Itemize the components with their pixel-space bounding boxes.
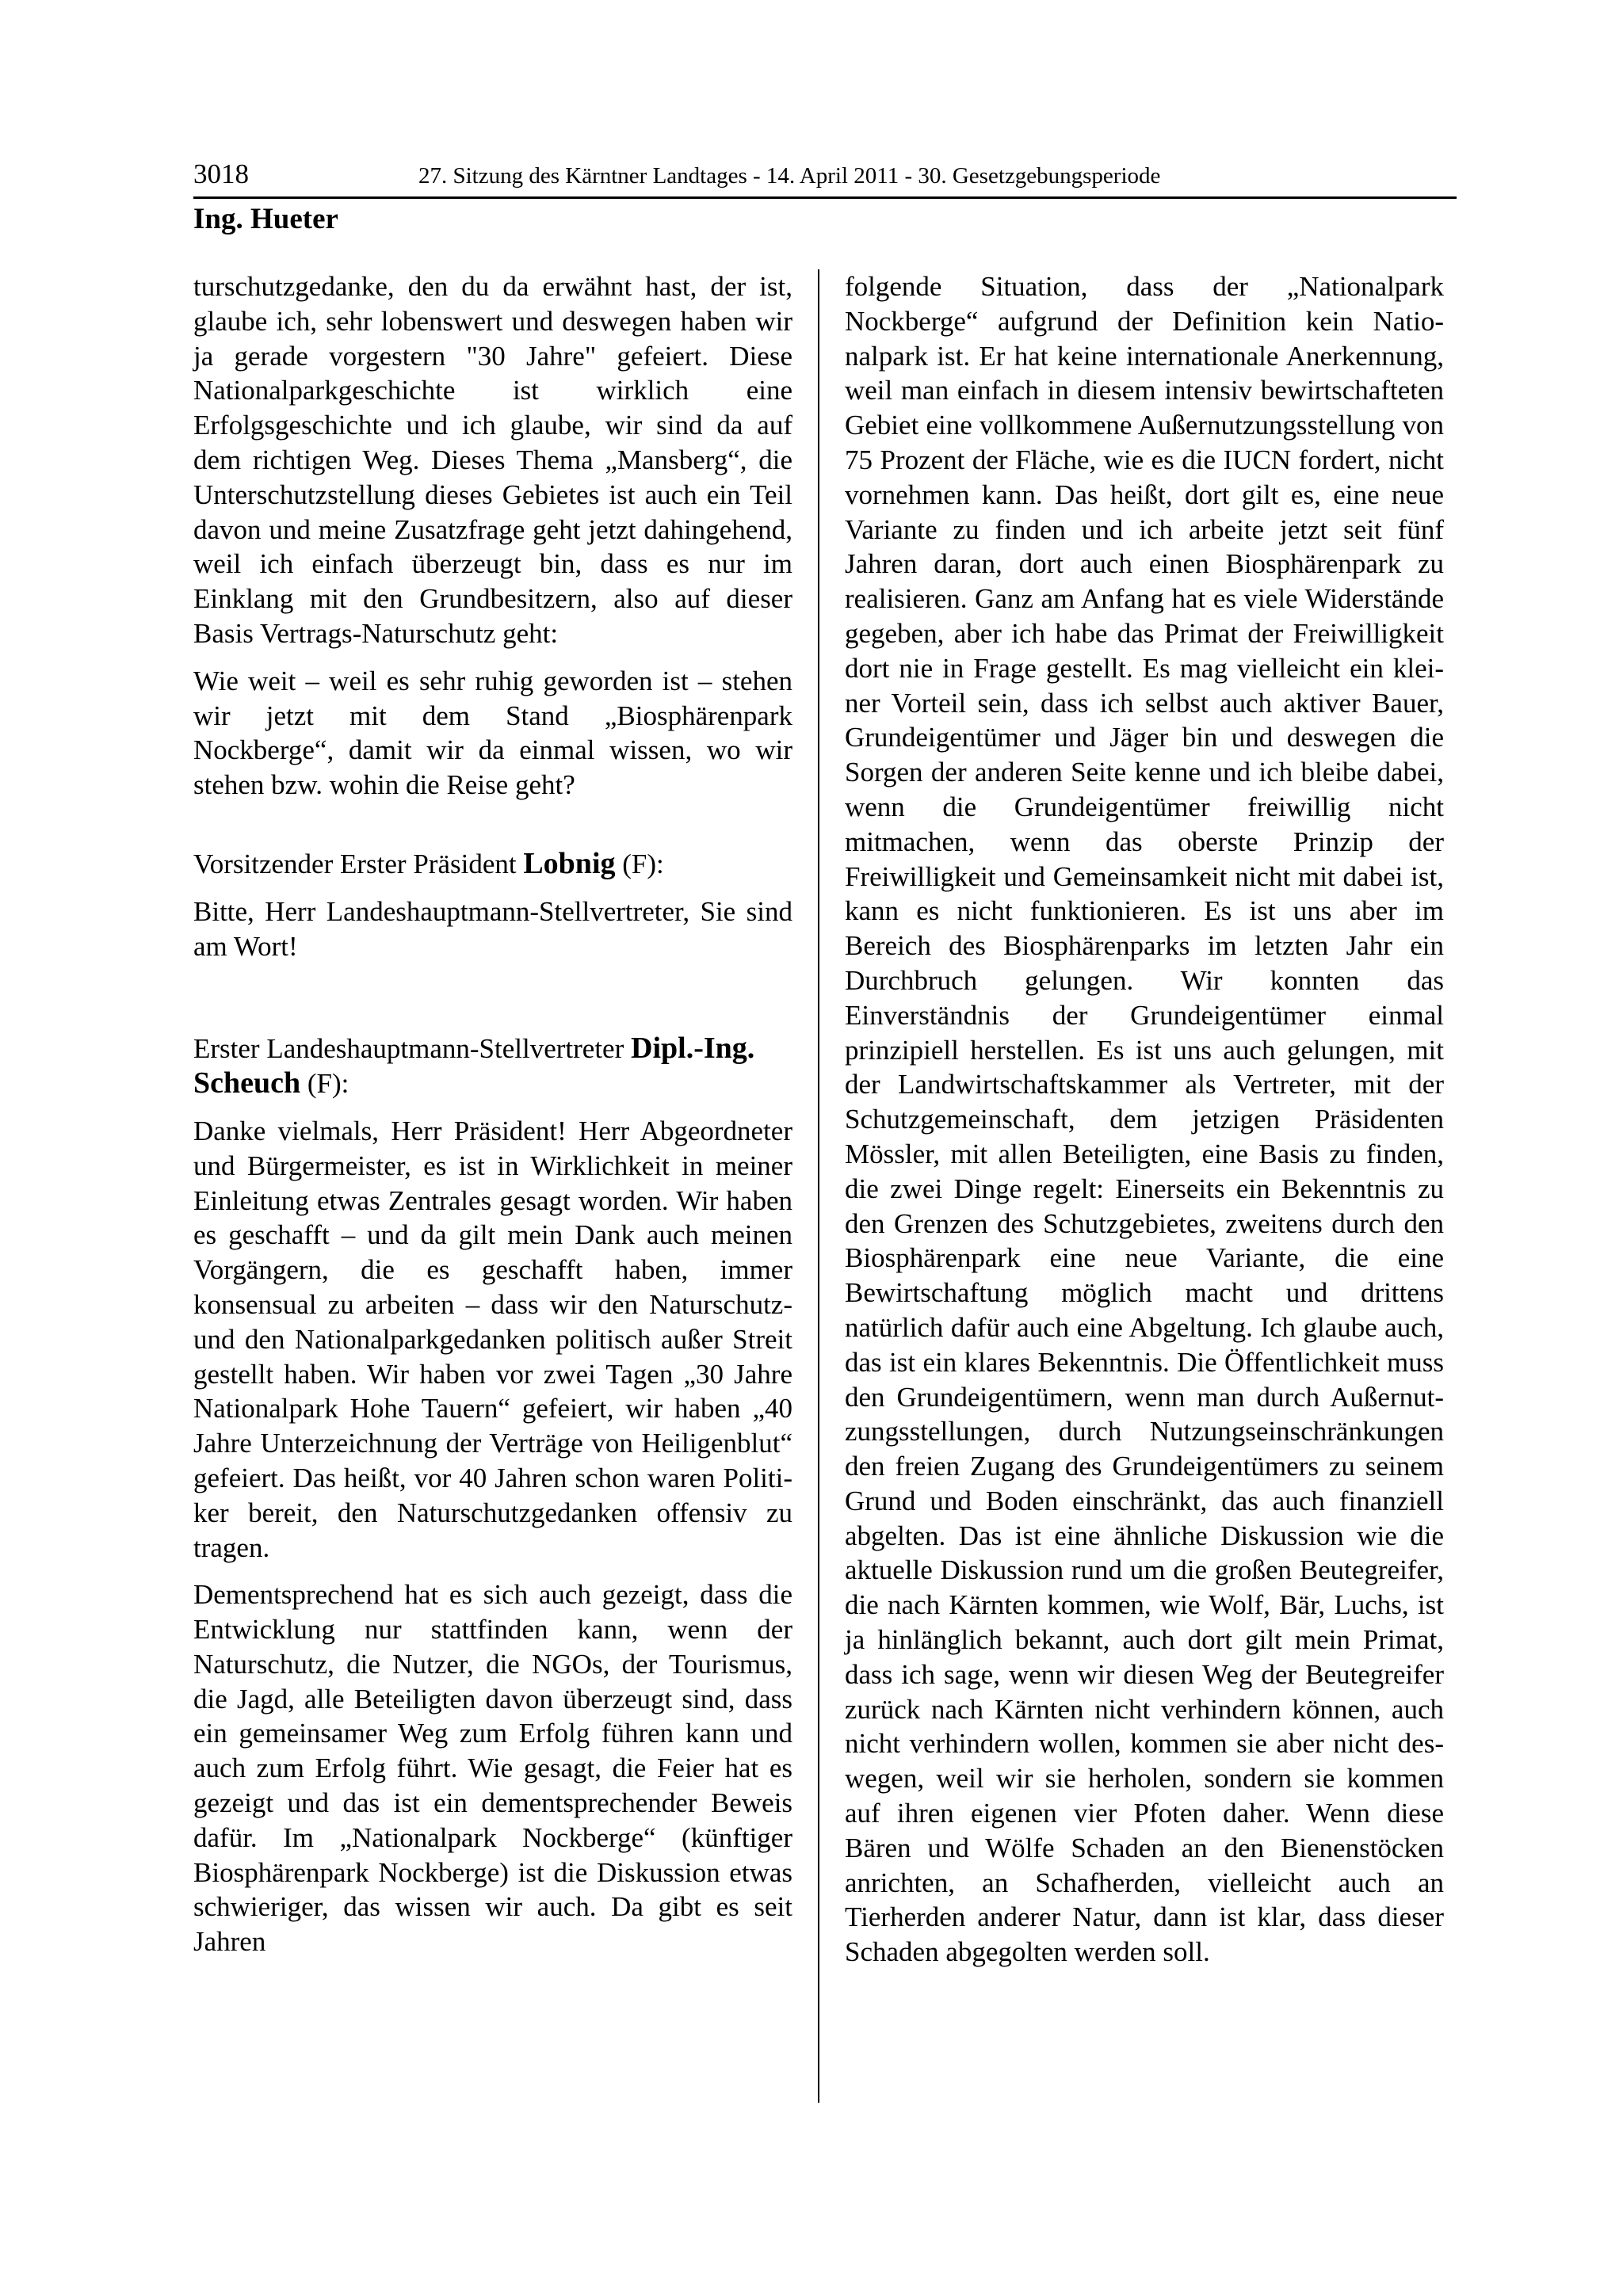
header-title: 27. Sitzung des Kärntner Landtages - 14. April 2011 - 30. Gesetzgebungsperiode (418, 163, 1161, 189)
running-speaker: Ing. Hueter (193, 203, 338, 235)
page-header (193, 157, 1457, 199)
column-divider (818, 269, 819, 2103)
speaker-name: Dipl.-Ing. Scheuch (193, 1032, 755, 1100)
paragraph: turschutzgedanke, den du da erwähnt hast, der ist, glaube ich, sehr lobenswert und deswegen haben wir ja gerade vorgestern "30 Jahre" gefeiert. Diese Nationalparkgeschichte ist wirklich eine Erfolgsgeschichte und ich glaube, wir sind da auf dem richtigen Weg. Dieses Thema „Mansberg“, die Unterschutzstellung dieses Gebietes ist auch ein Teil davon und meine Zusatzfrage geht jetzt dahingehend, weil ich einfach überzeugt bin, dass es nur im Einklang mit den Grundbesitzern, also auf dieser Basis Vertrags-Naturschutz geht: (193, 271, 792, 649)
paragraph: Danke vielmals, Herr Präsident! Herr Abgeordneter und Bürgermeister, es ist in Wirklichkeit in meiner Einleitung etwas Zentrales gesagt worden. Wir haben es geschafft – und da gilt mein Dank auch meinen Vorgängern, die es geschafft haben, immer konsensual zu arbeiten – dass wir den Naturschutz- und den Nationalparkgedanken politisch außer Streit gestellt haben. Wir haben vor zwei Tagen „30 Jahre Nationalpark Hohe Tauern“ gefeiert, wir haben „40 Jahre Unterzeichnung der Verträge von Heiligenblut“ gefeiert. Das heißt, vor 40 Jahren schon waren Politiker bereit, den Naturschutzgedanken offensiv zu tragen. (193, 1115, 792, 1563)
speaker-party: (F): (622, 848, 664, 879)
paragraph: folgende Situation, dass der „Nationalpark Nockberge“ aufgrund der Definition kein Nationalpark ist. Er hat keine internationale Anerkennung, weil man einfach in diesem intensiv bewirtschafteten Gebiet eine vollkommene Außernutzungsstellung von 75 Prozent der Fläche, wie es die IUCN fordert, nicht vornehmen kann. Das heißt, dort gilt es, eine neue Variante zu finden und ich arbeite jetzt seit fünf Jahren daran, dort auch einen Biosphärenpark zu realisieren. Ganz am Anfang hat es viele Widerstände gegeben, aber ich habe das Primat der Freiwilligkeit dort nie in Frage gestellt. Es mag vielleicht ein kleiner Vorteil sein, dass ich selbst auch aktiver Bauer, Grundeigentümer und Jäger bin und deswegen die Sorgen der anderen Seite kenne und ich bleibe dabei, wenn die Grundeigentümer freiwillig nicht mitmachen, wenn das oberste Prinzip der Freiwilligkeit und Gemeinsamkeit nicht mit dabei ist, kann es nicht funktionieren. Es ist uns aber im Bereich des Biosphärenparks im letzten Jahr ein Durchbruch gelungen. Wir konnten das Einverständnis der Grundeigentümer einmal prinzipiell herstellen. Es ist uns auch gelungen, mit der Landwirtschaftskammer als Vertreter, mit der Schutzgemeinschaft, dem jetzigen Präsidenten Mössler, mit allen Beteiligten, eine Basis zu finden, die zwei Dinge regelt: Einerseits ein Bekenntnis zu den Grenzen des Schutzgebietes, zweitens durch den Biosphärenpark eine neue Variante, die eine Bewirtschaftung möglich macht und drittens natürlich dafür auch eine Abgeltung. Ich glaube auch, das ist ein klares Bekenntnis. Die Öffentlichkeit muss den Grundeigentümern, wenn man durch Außernutzungsstellungen, durch Nutzungseinschränkungen den freien Zugang des Grundeigentümers zu seinem Grund und Boden einschränkt, das auch finanziell abgelten. Das ist eine ähnliche Diskussion wie die aktuelle Diskussion rund um die großen Beutegreifer, die nach Kärnten kommen, wie Wolf, Bär, Luchs, ist ja hinlänglich bekannt, auch dort gilt mein Primat, dass ich sage, wenn wir diesen Weg der Beutegreifer zurück nach Kärnten nicht verhindern können, auch nicht verhindern wollen, kommen sie aber nicht deswegen, weil wir sie herholen, sondern sie kommen auf ihren eigenen vier Pfoten daher. Wenn diese Bären und Wölfe Schaden an den Bienenstöcken anrichten, an Schafherden, vielleicht auch an Tierherden anderer Natur, dann ist klar, dass dieser Schaden abgegolten werden soll. (845, 271, 1444, 1968)
paragraph: Wie weit – weil es sehr ruhig geworden ist – stehen wir jetzt mit dem Stand „Biosphärenpark Nockberge“, damit wir da einmal wissen, wo wir stehen bzw. wohin die Reise geht? (193, 665, 792, 801)
speaker-intro-deputy-governor (193, 1032, 792, 1101)
speaker-party: (F): (307, 1068, 349, 1100)
speaker-intro-president (193, 847, 792, 882)
speaker-name: Lobnig (523, 846, 616, 880)
speaker-role: Vorsitzender Erster Präsident (193, 848, 517, 879)
paragraph: Dementsprechend hat es sich auch gezeigt, dass die Entwicklung nur stattfinden kann, wenn der Naturschutz, die Nutzer, die NGOs, der Tourismus, die Jagd, alle Beteiligten davon überzeugt sind, dass ein gemeinsamer Weg zum Erfolg führen kann und auch zum Erfolg führt. Wie gesagt, die Feier hat es gezeigt und das ist ein dementsprechender Beweis dafür. Im „Nationalpark Nockberge“ (künftiger Biosphärenpark Nockberge) ist die Diskussion etwas schwieriger, das wissen wir auch. Da gibt es seit Jahren (193, 1579, 792, 1958)
left-column (193, 269, 792, 1972)
paragraph: Bitte, Herr Landeshauptmann-Stellvertreter, Sie sind am Wort! (193, 895, 792, 962)
page-number: 3018 (193, 158, 249, 189)
speaker-role: Erster Landeshauptmann-Stellvertreter (193, 1033, 624, 1065)
right-column (845, 269, 1444, 1982)
